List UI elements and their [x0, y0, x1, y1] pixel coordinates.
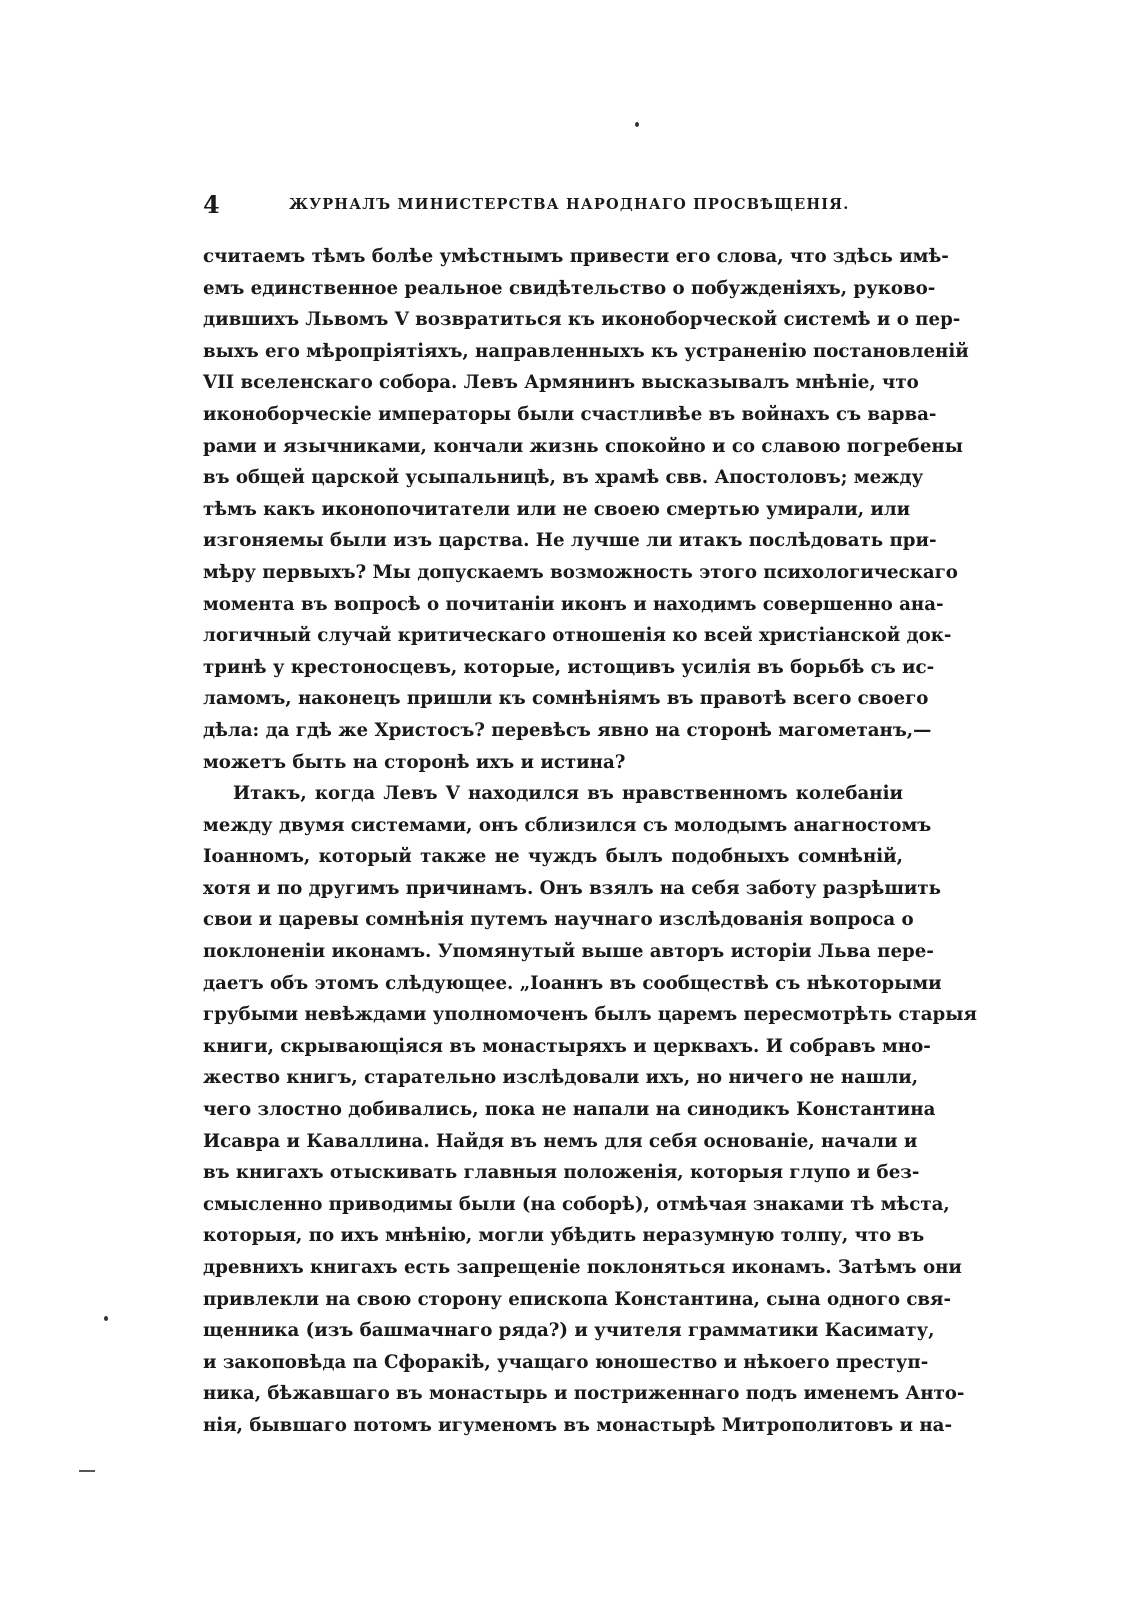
- text-line: ника, бѣжавшаго въ монастырь и постриженнаго подъ именемъ Анто-: [203, 1383, 965, 1405]
- text-line: книги, скрывающіяся въ монастыряхъ и церквахъ. И собравъ мно-: [203, 1035, 931, 1057]
- text-line: щенника (изъ башмачнаго ряда?) и учителя грамматики Касимату,: [203, 1320, 935, 1342]
- text-line: древнихъ книгахъ есть запрещеніе поклоняться иконамъ. Затѣмъ они: [203, 1257, 962, 1278]
- text-line: между двумя системами, онъ сблизился съ молодымъ анагностомъ: [203, 814, 932, 836]
- text-line: которыя, по ихъ мнѣнію, могли убѣдить неразумную толпу, что въ: [203, 1225, 925, 1247]
- text-line: тѣмъ какъ иконопочитатели или не своею смертью умирали, или: [203, 498, 911, 520]
- body-text: [203, 241, 977, 1442]
- text-line: смысленно приводимы были (на соборѣ), отмѣчая знаками тѣ мѣста,: [203, 1193, 950, 1215]
- text-line: въ книгахъ отыскивать главныя положенія, которыя глупо и без-: [203, 1162, 920, 1184]
- paragraph-end-line: можетъ быть на сторонѣ ихъ и истина?: [203, 751, 626, 773]
- text-line: свои и царевы сомнѣнія путемъ научнаго изслѣдованія вопроса о: [203, 909, 914, 931]
- page-header: [203, 190, 850, 220]
- scan-speck: [635, 122, 639, 127]
- page-number: 4: [203, 190, 220, 219]
- text-line: привлекли на свою сторону епископа Константина, сына одного свя-: [203, 1288, 952, 1310]
- text-line: изгоняемы были изъ царства. Не лучше ли итакъ послѣдовать при-: [203, 530, 937, 552]
- text-line: хотя и по другимъ причинамъ. Онъ взялъ на себя заботу разрѣшить: [203, 877, 941, 899]
- paragraph-start-line: Итакъ, когда Левъ V находился въ нравственномъ колебаніи: [233, 783, 903, 805]
- text-line: дившихъ Львомъ V возвратиться къ иконоборческой системѣ и о пер-: [203, 309, 961, 331]
- running-title: ЖУРНАЛЪ МИНИСТЕРСТВА НАРОДНАГО ПРОСВѢЩЕНІЯ.: [289, 196, 850, 213]
- text-line: Исавра и Каваллина. Найдя въ немъ для себя основаніе, начали и: [203, 1130, 918, 1152]
- text-line: поклоненіи иконамъ. Упомянутый выше авторъ исторіи Льва пере-: [203, 941, 934, 963]
- text-line: Іоанномъ, который также не чуждъ былъ подобныхъ сомнѣній,: [203, 846, 903, 868]
- text-line: даетъ объ этомъ слѣдующее. „Іоаннъ въ сообществѣ съ нѣкоторыми: [203, 972, 942, 994]
- text-line: чего злостно добивались, пока не напали на синодикъ Константина: [203, 1099, 936, 1121]
- scan-speck: [104, 1316, 108, 1321]
- text-line: и закоповѣда па Сфоракіѣ, учащаго юношество и нѣкоего преступ-: [203, 1351, 929, 1373]
- text-line: считаемъ тѣмъ болѣе умѣстнымъ привести его слова, что здѣсь имѣ-: [203, 246, 949, 267]
- text-line: жество книгъ, старательно изслѣдовали ихъ, но ничего не нашли,: [203, 1067, 919, 1089]
- text-line: ламомъ, наконецъ пришли къ сомнѣніямъ въ правотѣ всего своего: [203, 688, 929, 710]
- text-line: нія, бывшаго потомъ игуменомъ въ монастырѣ Митрополитовъ и на-: [203, 1414, 952, 1436]
- text-line: VII вселенскаго собора. Левъ Армянинъ высказывалъ мнѣніе, что: [203, 372, 919, 394]
- text-line: въ общей царской усыпальницѣ, въ храмѣ свв. Апостоловъ; между: [203, 467, 924, 489]
- text-line: рами и язычниками, кончали жизнь спокойно и со славою погребены: [203, 435, 963, 457]
- text-line: дѣла: да гдѣ же Христосъ? перевѣсъ явно на сторонѣ магометанъ,—: [203, 719, 932, 741]
- text-line: емъ единственное реальное свидѣтельство о побужденіяхъ, руково-: [203, 277, 936, 299]
- text-line: тринѣ у крестоносцевъ, которые, истощивъ усилія въ борьбѣ съ ис-: [203, 656, 935, 678]
- scan-mark: [79, 1470, 95, 1472]
- text-line: выхъ его мѣропріятіяхъ, направленныхъ къ устраненію постановленій: [203, 340, 969, 362]
- text-line: иконоборческіе императоры были счастливѣе въ войнахъ съ варва-: [203, 403, 937, 425]
- text-line: мѣру первыхъ? Мы допускаемъ возможность этого психологическаго: [203, 561, 958, 583]
- text-line: грубыми невѣждами уполномоченъ былъ царемъ пересмотрѣть старыя: [203, 1004, 977, 1026]
- text-line: логичный случай критическаго отношенія ко всей христіанской док-: [203, 625, 952, 647]
- text-line: момента въ вопросѣ о почитаніи иконъ и находимъ совершенно ана-: [203, 593, 944, 615]
